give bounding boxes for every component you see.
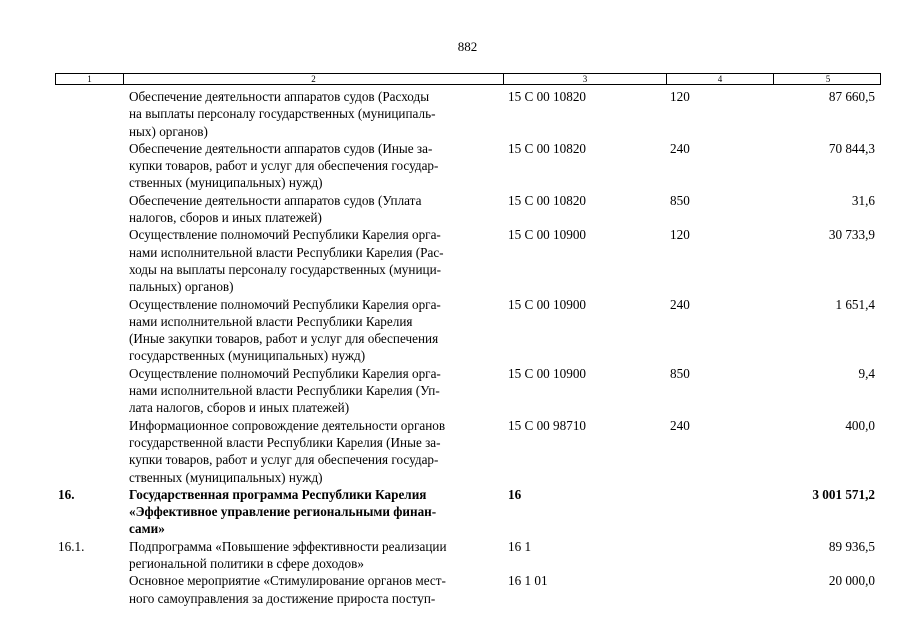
row-name-line: Обеспечение деятельности аппаратов судов (Уплата: [129, 192, 422, 208]
row-name-line: ных) органов): [129, 123, 208, 139]
row-name-line: ходы на выплаты персоналу государственных (муници-: [129, 261, 442, 277]
row-name-line: пальных) органов): [129, 279, 234, 295]
table-row: [55, 192, 881, 227]
row-name-line: Осуществление полномочий Республики Карелия орга-: [129, 296, 441, 312]
row-sum: 1 651,4: [835, 296, 875, 312]
row-name-line: купки товаров, работ и услуг для обеспечения государ-: [129, 158, 439, 174]
row-name-line: государственной власти Республики Карелия (Иные за-: [129, 434, 441, 450]
row-number: [55, 226, 128, 295]
header-col-2: 2: [123, 74, 503, 84]
row-name-line: «Эффективное управление региональными финан-: [129, 504, 437, 520]
header-col-3: 3: [503, 74, 666, 84]
row-name-line: (Иные закупки товаров, работ и услуг для обеспечения: [129, 331, 439, 347]
header-col-5: 5: [773, 74, 882, 84]
row-sum: 89 936,5: [828, 538, 875, 554]
row-name-line: нами исполнительной власти Республики Карелия (Рас-: [129, 244, 444, 260]
row-name-line: ственных (муниципальных) нужд): [129, 469, 323, 485]
row-number: 16.: [58, 486, 75, 502]
row-number: [55, 572, 128, 607]
table-row: [55, 538, 881, 573]
row-expense-type: [661, 486, 773, 538]
row-name-line: Осуществление полномочий Республики Карелия орга-: [129, 227, 441, 243]
row-name-line: Государственная программа Республики Карелия: [129, 486, 427, 502]
row-target-article: 15 С 00 10900: [508, 296, 587, 312]
row-sum: 3 001 571,2: [812, 486, 875, 502]
row-name-line: Осуществление полномочий Республики Карелия орга-: [129, 365, 441, 381]
row-target-article: 15 С 00 10900: [508, 365, 587, 381]
row-name-line: налогов, сборов и иных платежей): [129, 210, 322, 226]
table-row: [55, 226, 881, 295]
row-name: [128, 417, 501, 486]
row-name-line: Подпрограмма «Повышение эффективности реализации: [129, 538, 447, 554]
header-col-4: 4: [666, 74, 773, 84]
row-expense-type: 240: [670, 417, 690, 433]
row-name: [128, 88, 501, 140]
row-name-line: государственных (муниципальных) нужд): [129, 348, 366, 364]
row-name-line: региональной политики в сфере доходов»: [129, 556, 364, 572]
row-number: [55, 88, 128, 140]
row-name: [128, 140, 501, 192]
row-target-article: 15 С 00 10820: [508, 140, 587, 156]
row-name-line: Обеспечение деятельности аппаратов судов (Иные за-: [129, 140, 433, 156]
row-sum: 30 733,9: [828, 227, 875, 243]
row-number: 16.1.: [58, 538, 85, 554]
row-number: [55, 417, 128, 486]
page-number: 882: [457, 39, 478, 54]
row-name-line: на выплаты персоналу государственных (муниципаль-: [129, 106, 436, 122]
row-name: [128, 296, 501, 365]
row-name-line: нами исполнительной власти Республики Карелия: [129, 313, 413, 329]
row-name-line: сами»: [129, 521, 165, 537]
row-expense-type: [661, 572, 773, 607]
table-row: [55, 486, 881, 538]
row-name: [128, 486, 501, 538]
row-expense-type: 240: [670, 296, 690, 312]
row-expense-type: 120: [670, 89, 690, 104]
row-name-line: нами исполнительной власти Республики Карелия (Уп-: [129, 383, 440, 399]
row-name: [128, 538, 501, 573]
row-expense-type: 240: [670, 140, 690, 156]
table-row: [55, 296, 881, 365]
row-name-line: ного самоуправления за достижение прироста поступ-: [129, 590, 436, 606]
row-name: [128, 192, 501, 227]
table-body: [55, 88, 881, 607]
row-sum: 70 844,3: [828, 140, 875, 156]
row-name-line: Основное мероприятие «Стимулирование органов мест-: [129, 573, 446, 589]
table-row: [55, 365, 881, 417]
row-number: [55, 192, 128, 227]
table-row: [55, 140, 881, 192]
row-name-line: Информационное сопровождение деятельности органов: [129, 417, 446, 433]
row-number: [55, 140, 128, 192]
row-target-article: 16: [508, 486, 522, 502]
row-target-article: 15 С 00 10900: [508, 227, 587, 243]
row-name-line: лата налогов, сборов и иных платежей): [129, 400, 350, 416]
table-row: [55, 88, 881, 140]
row-target-article: 16 1 01: [508, 573, 548, 589]
row-name: [128, 365, 501, 417]
row-target-article: 15 С 00 10820: [508, 89, 587, 104]
row-target-article: 15 С 00 98710: [508, 417, 587, 433]
row-sum: 9,4: [858, 365, 875, 381]
row-number: [55, 296, 128, 365]
row-sum: 87 660,5: [828, 89, 875, 104]
row-expense-type: 850: [670, 192, 690, 208]
row-expense-type: 120: [670, 227, 690, 243]
row-name: [128, 226, 501, 295]
row-name-line: купки товаров, работ и услуг для обеспечения государ-: [129, 452, 439, 468]
row-target-article: 16 1: [508, 538, 532, 554]
row-sum: 400,0: [845, 417, 875, 433]
table-header: [55, 73, 881, 85]
row-sum: 31,6: [851, 192, 875, 208]
row-name: [128, 572, 501, 607]
header-col-1: 1: [87, 74, 92, 84]
row-sum: 20 000,0: [828, 573, 875, 589]
row-number: [55, 365, 128, 417]
row-target-article: 15 С 00 10820: [508, 192, 587, 208]
row-name-line: ственных (муниципальных) нужд): [129, 175, 323, 191]
row-expense-type: 850: [670, 365, 690, 381]
table-row: [55, 417, 881, 486]
row-expense-type: [661, 538, 773, 573]
table-row: [55, 572, 881, 607]
row-name-line: Обеспечение деятельности аппаратов судов (Расходы: [129, 89, 430, 104]
